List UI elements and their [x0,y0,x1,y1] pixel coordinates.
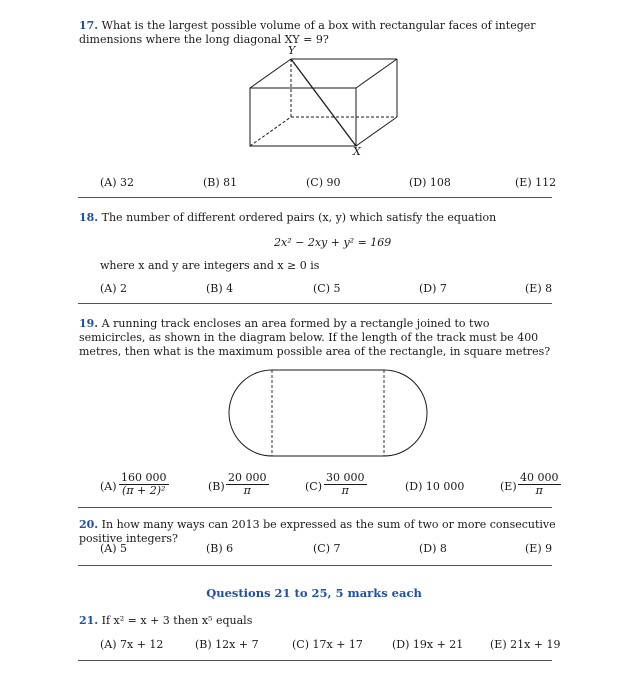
running-track-diagram [228,369,428,459]
divider [78,303,552,304]
question-text: If x² = x + 3 then x⁵ equals [101,614,253,627]
option-e-label: (E) [500,480,517,493]
option-b-fraction [226,472,269,497]
question-text: What is the largest possible volume of a box with rectangular faces of integer dimensions where the long diagonal XY = 9? [79,19,536,46]
section-heading: Questions 21 to 25, 5 marks each [206,586,422,600]
question-number: 17. [79,19,99,32]
question-18 [79,211,559,225]
denominator: π [535,484,543,497]
option-e: (E) 8 [525,282,553,295]
question-number: 21. [79,614,99,627]
denominator: π [341,484,349,497]
option-a-fraction [119,472,169,497]
vertex-label-y: Y [288,44,296,57]
numerator: 20 000 [228,471,267,484]
option-c-fraction [324,472,367,497]
question-17 [79,19,559,47]
numerator: 160 000 [121,471,167,484]
option-d: (D) 108 [409,176,451,189]
divider [78,565,552,566]
option-a: (A) 32 [100,176,135,189]
option-c: (C) 5 [313,282,341,295]
numerator: 40 000 [520,471,559,484]
option-e: (E) 21x + 19 [490,638,561,651]
option-b: (B) 81 [203,176,238,189]
question-number: 18. [79,211,99,224]
divider [78,660,552,661]
option-e: (E) 112 [515,176,557,189]
option-d: (D) 19x + 21 [392,638,464,651]
divider [78,197,552,198]
option-a-label: (A) [100,480,117,493]
question-text: In how many ways can 2013 be expressed as the sum of two or more consecutive positive integers? [79,518,556,545]
option-a: (A) 5 [100,542,128,555]
question-19 [79,317,559,359]
question-21 [79,614,559,628]
condition-text: where x and y are integers and x ≥ 0 is [100,259,320,272]
option-a: (A) 7x + 12 [100,638,164,651]
option-c: (C) 90 [306,176,341,189]
option-b: (B) 4 [206,282,234,295]
option-b: (B) 6 [206,542,234,555]
question-text: A running track encloses an area formed by a rectangle joined to two semicircles, as shown in the diagram below. If the length of the track must be 400 metres, then what is the maximum possible area of the rectangle, in square metres? [79,317,551,358]
option-c-label: (C) [305,480,322,493]
option-d: (D) 10 000 [405,480,465,493]
denominator: (π + 2)² [122,484,166,497]
vertex-label-x: X [353,145,361,158]
divider [78,507,552,508]
numerator: 30 000 [326,471,365,484]
question-text: The number of different ordered pairs (x, y) which satisfy the equation [101,211,497,224]
option-a: (A) 2 [100,282,128,295]
option-e-fraction [518,472,561,497]
option-c: (C) 7 [313,542,341,555]
question-number: 19. [79,317,99,330]
box-diagram [248,55,378,155]
option-b-label: (B) [208,480,225,493]
option-d: (D) 7 [419,282,447,295]
option-c: (C) 17x + 17 [292,638,363,651]
option-e: (E) 9 [525,542,553,555]
question-number: 20. [79,518,99,531]
equation: 2x² − 2xy + y² = 169 [274,236,392,249]
denominator: π [243,484,251,497]
option-d: (D) 8 [419,542,447,555]
option-b: (B) 12x + 7 [195,638,259,651]
